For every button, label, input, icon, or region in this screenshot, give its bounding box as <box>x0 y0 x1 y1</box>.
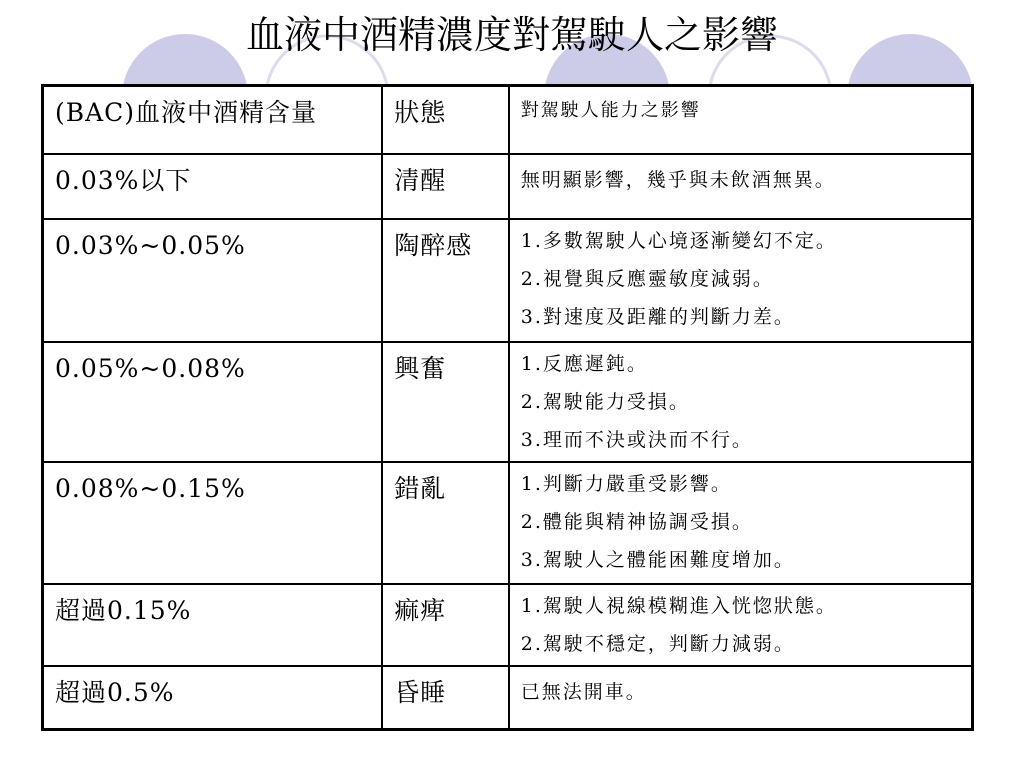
bac-value: 超過0.15% <box>55 595 192 625</box>
bac-effects-table <box>41 84 974 731</box>
effect-line: 1.反應遲鈍。 <box>520 352 648 375</box>
effect-cell <box>509 584 973 666</box>
table-row <box>43 154 973 219</box>
bac-cell <box>43 342 383 462</box>
bac-value: 0.03%以下 <box>55 165 192 195</box>
effect-cell <box>509 666 973 730</box>
effect-line: 2.駕駛不穩定，判斷力減弱。 <box>520 632 795 655</box>
state-value: 興奮 <box>394 353 447 383</box>
effect-cell <box>509 462 973 584</box>
effect-line: 已無法開車。 <box>520 680 647 703</box>
state-value: 清醒 <box>394 165 447 195</box>
effect-line: 1.多數駕駛人心境逐漸變幻不定。 <box>520 229 837 252</box>
bac-value: 超過0.5% <box>55 677 175 707</box>
table-row <box>43 342 973 462</box>
effect-line: 1.判斷力嚴重受影響。 <box>520 472 732 495</box>
effect-line: 2.視覺與反應靈敏度減弱。 <box>520 267 774 290</box>
bac-value: 0.05%~0.08% <box>55 353 246 383</box>
bac-value: 0.03%~0.05% <box>55 230 246 260</box>
effect-cell <box>509 219 973 342</box>
effect-line: 3.駕駛人之體能困難度增加。 <box>520 548 795 571</box>
bac-cell <box>43 666 383 730</box>
effect-line: 3.理而不決或決而不行。 <box>520 428 753 451</box>
effect-line: 1.駕駛人視線模糊進入恍惚狀態。 <box>520 594 837 617</box>
table-row <box>43 462 973 584</box>
state-value: 陶醉感 <box>394 230 473 260</box>
bac-cell <box>43 154 383 219</box>
bac-cell <box>43 584 383 666</box>
effect-line: 2.體能與精神協調受損。 <box>520 510 753 533</box>
bac-cell <box>43 462 383 584</box>
header-bac <box>43 86 383 154</box>
state-cell <box>382 584 509 666</box>
state-value: 昏睡 <box>394 677 447 707</box>
header-bac-label: (BAC)血液中酒精含量 <box>55 98 318 127</box>
header-state <box>382 86 509 154</box>
effect-cell <box>509 342 973 462</box>
state-cell <box>382 462 509 584</box>
effect-line: 無明顯影響，幾乎與未飲酒無異。 <box>520 168 836 191</box>
header-effect-label: 對駕駛人能力之影響 <box>520 100 701 121</box>
effect-cell <box>509 154 973 219</box>
state-cell <box>382 154 509 219</box>
state-value: 錯亂 <box>394 473 447 503</box>
effect-line: 3.對速度及距離的判斷力差。 <box>520 305 795 328</box>
header-effect <box>509 86 973 154</box>
state-value: 痲痺 <box>394 595 447 625</box>
state-cell <box>382 666 509 730</box>
header-state-label: 狀態 <box>394 98 447 127</box>
table-row <box>43 219 973 342</box>
bac-cell <box>43 219 383 342</box>
slide-title: 血液中酒精濃度對駕駛人之影響 <box>245 13 778 57</box>
effect-line: 2.駕駛能力受損。 <box>520 390 690 413</box>
table-row <box>43 584 973 666</box>
table-header-row <box>43 86 973 154</box>
state-cell <box>382 219 509 342</box>
bac-value: 0.08%~0.15% <box>55 473 246 503</box>
table-row <box>43 666 973 730</box>
state-cell <box>382 342 509 462</box>
